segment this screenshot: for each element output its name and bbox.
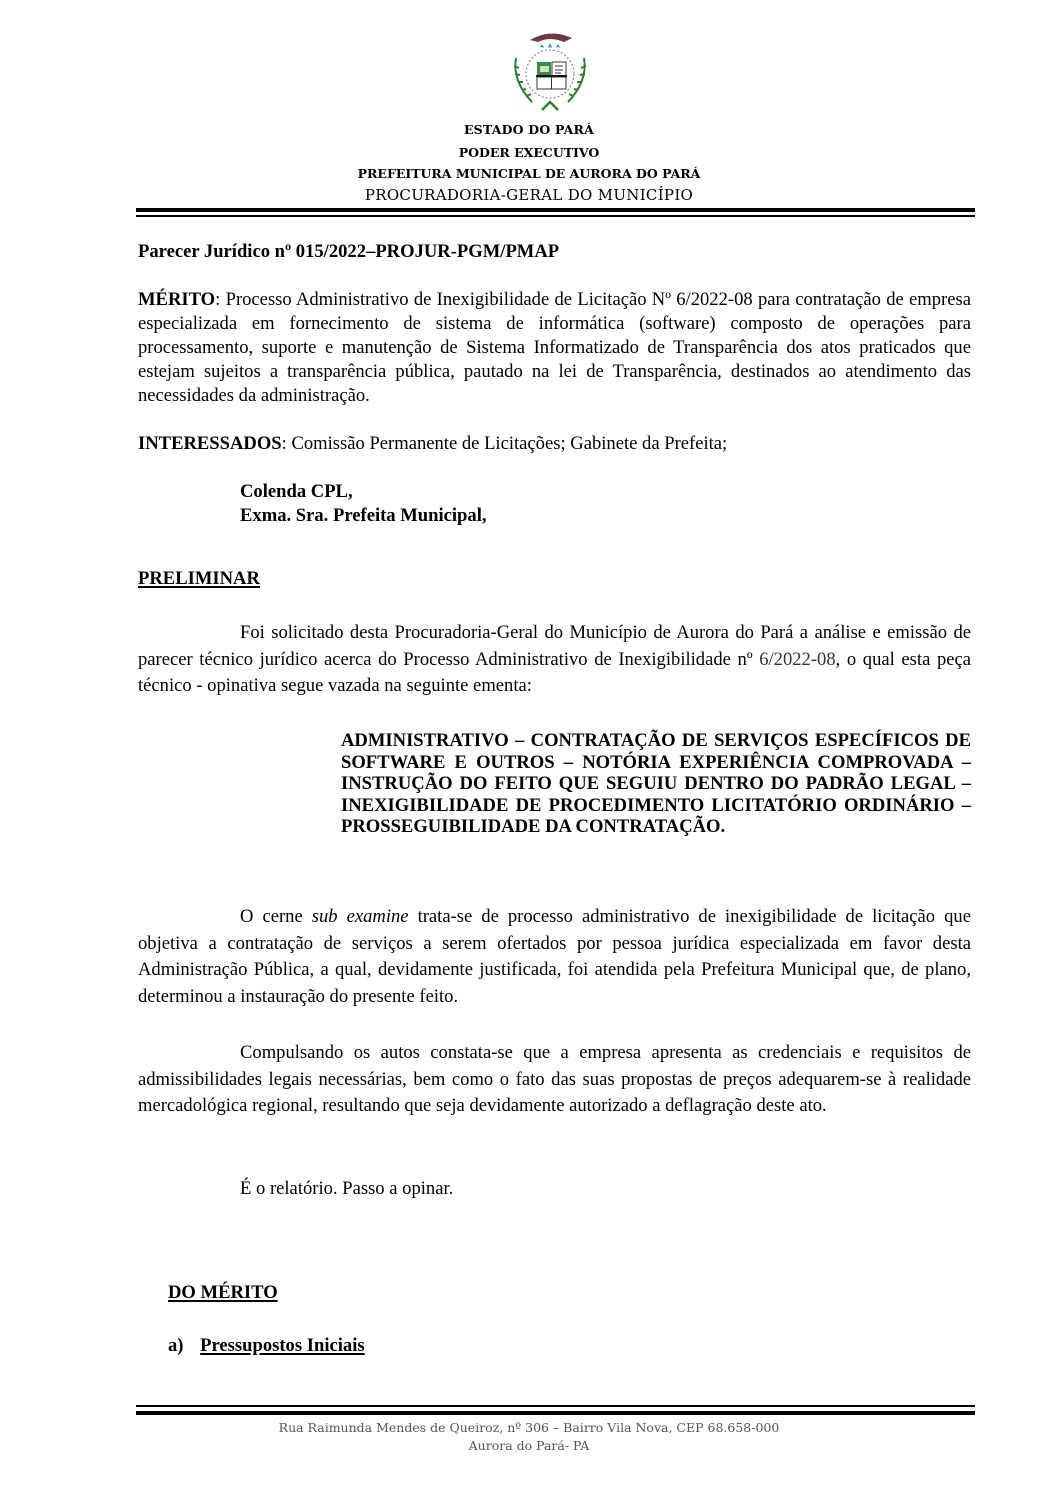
header-divider-top [136, 208, 975, 212]
paragraph-cerne-text-end: trata-se de processo administrativo de inexigibilidade de licitação que objetiva a contratação de serviços a serem ofertados por pessoa jurídica especializada em favor desta Administração Pública, a qual, devidamente justificada, foi atendida pela Prefeitura Municipal que, de plano, determinou a instauração do presente feito. [138, 906, 971, 1007]
subsection-heading [168, 1334, 768, 1358]
header-branch: PODER EXECUTIVO [458, 145, 600, 160]
preliminar-heading-text: PRELIMINAR [138, 568, 260, 589]
header-department: PROCURADORIA-GERAL DO MUNICÍPIO [364, 186, 694, 204]
paragraph-cerne-text: O cerne [240, 906, 312, 927]
footer-divider-bottom [136, 1411, 975, 1415]
salutation-cpl: Colenda CPL, [240, 481, 353, 502]
merito-label: MÉRITO [138, 289, 216, 310]
merito-summary [138, 288, 971, 408]
header-divider-bottom [136, 215, 975, 217]
header-municipality: PREFEITURA MUNICIPAL DE AURORA DO PARÁ [357, 166, 701, 181]
subsection-title: Pressupostos Iniciais [200, 1335, 365, 1356]
paragraph-request-text: Foi solicitado desta Procuradoria-Geral do Município de Aurora do Pará a análise e emissão de parecer técnico jurídico acerca do Processo Administrativo de Inexigibilidade nº [138, 622, 971, 670]
footer-city: Aurora do Pará- PA [468, 1438, 590, 1453]
footer-address: Rua Raimunda Mendes de Queiroz, nº 306 – Bairro Vila Nova, CEP 68.658-000 [278, 1420, 780, 1435]
interessados-text: : Comissão Permanente de Licitações; Gabinete da Prefeita; [281, 433, 728, 454]
paragraph-request-text-end: , o qual esta peça técnico - opinativa segue vazada na seguinte ementa: [138, 648, 971, 696]
interessados-label: INTERESSADOS [138, 433, 282, 454]
salutation-prefeita: Exma. Sra. Prefeita Municipal, [240, 505, 487, 526]
footer-divider-top [136, 1405, 975, 1407]
merito-text: : Processo Administrativo de Inexigibilidade de Licitação Nº 6/2022-08 para contratação de empresa especializada em fornecimento de sistema de informática (software) composto de operações para processamento, suporte e manutenção de Sistema Informatizado de Transparência dos atos praticados que estejam sujeitos a transparência pública, pautado na lei de Transparência, destinados ao atendimento das necessidades da administração. [138, 289, 971, 406]
process-number: 6/2022-08 [759, 648, 836, 670]
latin-term: sub examine [311, 906, 409, 927]
document-title-text: Parecer Jurídico nº 015/2022–PROJUR-PGM/PMAP [138, 241, 560, 262]
interessados-line [138, 432, 971, 456]
paragraph-relatorio: É o relatório. Passo a opinar. [240, 1178, 454, 1199]
paragraph-compulsando: Compulsando os autos constata-se que a empresa apresenta as credenciais e requisitos de admissibilidades legais necessárias, bem como o fato das suas propostas de preços adequarem-se à realidade mercadológica regional, resultando que seja devidamente autorizado a deflagração deste ato. [138, 1042, 971, 1116]
ementa-block: ADMINISTRATIVO – CONTRATAÇÃO DE SERVIÇOS ESPECÍFICOS DE SOFTWARE E OUTROS – NOTÓRIA EXPERIÊNCIA COMPROVADA – INSTRUÇÃO DO FEITO QUE SEGUIU DENTRO DO PADRÃO LEGAL – INEXIGIBILIDADE DE PROCEDIMENTO LICITATÓRIO ORDINÁRIO – PROSSEGUIBILIDADE DA CONTRATAÇÃO. [341, 730, 971, 837]
subsection-marker: a) [168, 1335, 184, 1356]
document-title [138, 240, 971, 264]
salutation [240, 480, 840, 528]
preliminar-heading [138, 567, 971, 591]
merito-heading [168, 1281, 768, 1305]
header-state: ESTADO DO PARÁ [463, 122, 595, 137]
merito-heading-text: DO MÉRITO [168, 1282, 278, 1303]
municipal-coat-of-arms-icon [502, 26, 598, 114]
paragraph-cerne [138, 904, 971, 1010]
paragraph-request [138, 620, 971, 700]
